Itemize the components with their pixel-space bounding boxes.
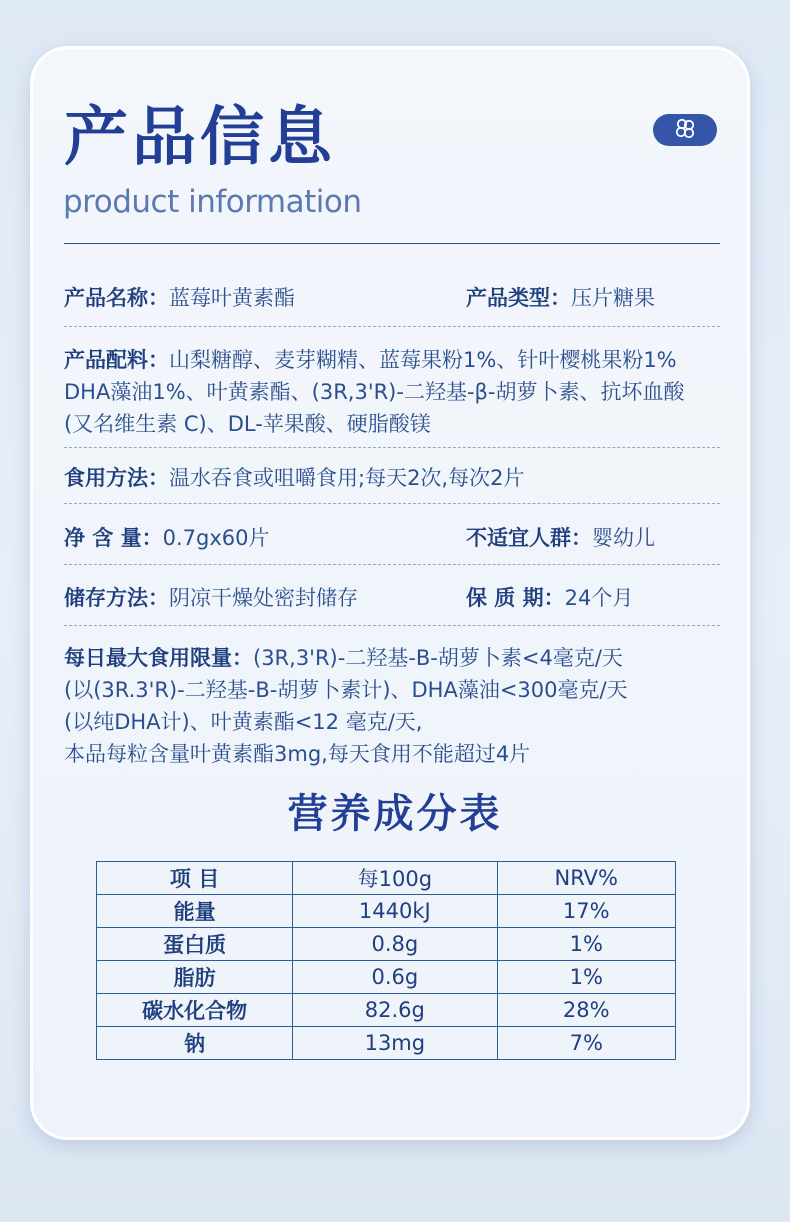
daily-limit-label: 每日最大食用限量：	[64, 646, 253, 670]
brand-badge	[653, 114, 717, 146]
usage-value: 温水吞食或咀嚼食用;每天2次,每次2片	[169, 466, 525, 490]
divider	[64, 503, 720, 504]
product-type	[466, 282, 655, 314]
ingredients-line: DHA藻油1%、叶黄素酯、(3R,3'R)-二羟基-β-胡萝卜素、抗坏血酸	[64, 380, 685, 404]
divider	[64, 625, 720, 626]
ingredients-line: (又名维生素 C)、DL-苹果酸、硬脂酸镁	[64, 412, 431, 436]
nutrition-table	[96, 861, 676, 1060]
table-cell: 1%	[497, 928, 675, 961]
daily-limit-line: (3R,3'R)-二羟基-B-胡萝卜素<4毫克/天	[253, 646, 623, 670]
table-cell: 13mg	[293, 1027, 497, 1060]
divider	[64, 564, 720, 565]
storage-value: 阴凉干燥处密封储存	[169, 586, 358, 610]
daily-limit-line: 本品每粒含量叶黄素酯3mg,每天食用不能超过4片	[64, 742, 531, 766]
table-cell: 蛋白质	[97, 928, 293, 961]
unsuitable-group-label: 不适宜人群：	[466, 526, 592, 550]
product-type-value: 压片糖果	[571, 286, 655, 310]
table-row	[97, 1027, 676, 1060]
net-content	[64, 522, 270, 554]
shelf-life-value: 24个月	[564, 586, 634, 610]
usage-label: 食用方法：	[64, 466, 169, 490]
ingredients-label: 产品配料：	[64, 348, 169, 372]
header-divider	[64, 243, 720, 244]
unsuitable-group	[466, 522, 655, 554]
divider	[64, 326, 720, 327]
page-subtitle: product information	[63, 184, 362, 220]
divider	[64, 447, 720, 448]
nutrition-title: 营养成分表	[287, 791, 503, 837]
table-row	[97, 961, 676, 994]
daily-limit	[64, 642, 628, 770]
ingredients	[64, 344, 685, 440]
product-name	[64, 282, 295, 314]
table-cell: 0.6g	[293, 961, 497, 994]
shelf-life-label: 保 质 期：	[466, 586, 565, 610]
usage	[64, 462, 524, 494]
daily-limit-line: (以纯DHA计)、叶黄素酯<12 毫克/天,	[64, 710, 423, 734]
table-row	[97, 895, 676, 928]
table-cell: 7%	[497, 1027, 675, 1060]
table-row	[97, 928, 676, 961]
product-name-label: 产品名称：	[64, 286, 169, 310]
table-cell: 28%	[497, 994, 675, 1027]
product-type-label: 产品类型：	[466, 286, 571, 310]
table-cell: 能量	[97, 895, 293, 928]
product-name-value: 蓝莓叶黄素酯	[169, 286, 295, 310]
table-row	[97, 994, 676, 1027]
grape-icon	[671, 116, 699, 144]
table-cell: 0.8g	[293, 928, 497, 961]
table-cell: 碳水化合物	[97, 994, 293, 1027]
storage	[64, 582, 358, 614]
table-cell: 1%	[497, 961, 675, 994]
header-cell: NRV%	[497, 862, 675, 895]
table-cell: 82.6g	[293, 994, 497, 1027]
header-cell: 每100g	[293, 862, 497, 895]
table-cell: 钠	[97, 1027, 293, 1060]
net-content-value: 0.7gx60片	[162, 526, 270, 550]
table-cell: 脂肪	[97, 961, 293, 994]
shelf-life	[466, 582, 633, 614]
table-cell: 1440kJ	[293, 895, 497, 928]
daily-limit-line: (以(3R.3'R)-二羟基-B-胡萝卜素计)、DHA藻油<300毫克/天	[64, 678, 628, 702]
page-title: 产品信息	[64, 101, 336, 175]
header-cell: 项 目	[97, 862, 293, 895]
table-cell: 17%	[497, 895, 675, 928]
unsuitable-group-value: 婴幼儿	[592, 526, 655, 550]
table-header-row	[97, 862, 676, 895]
ingredients-line: 山梨糖醇、麦芽糊精、蓝莓果粉1%、针叶樱桃果粉1%	[169, 348, 677, 372]
storage-label: 储存方法：	[64, 586, 169, 610]
net-content-label: 净 含 量：	[64, 526, 163, 550]
